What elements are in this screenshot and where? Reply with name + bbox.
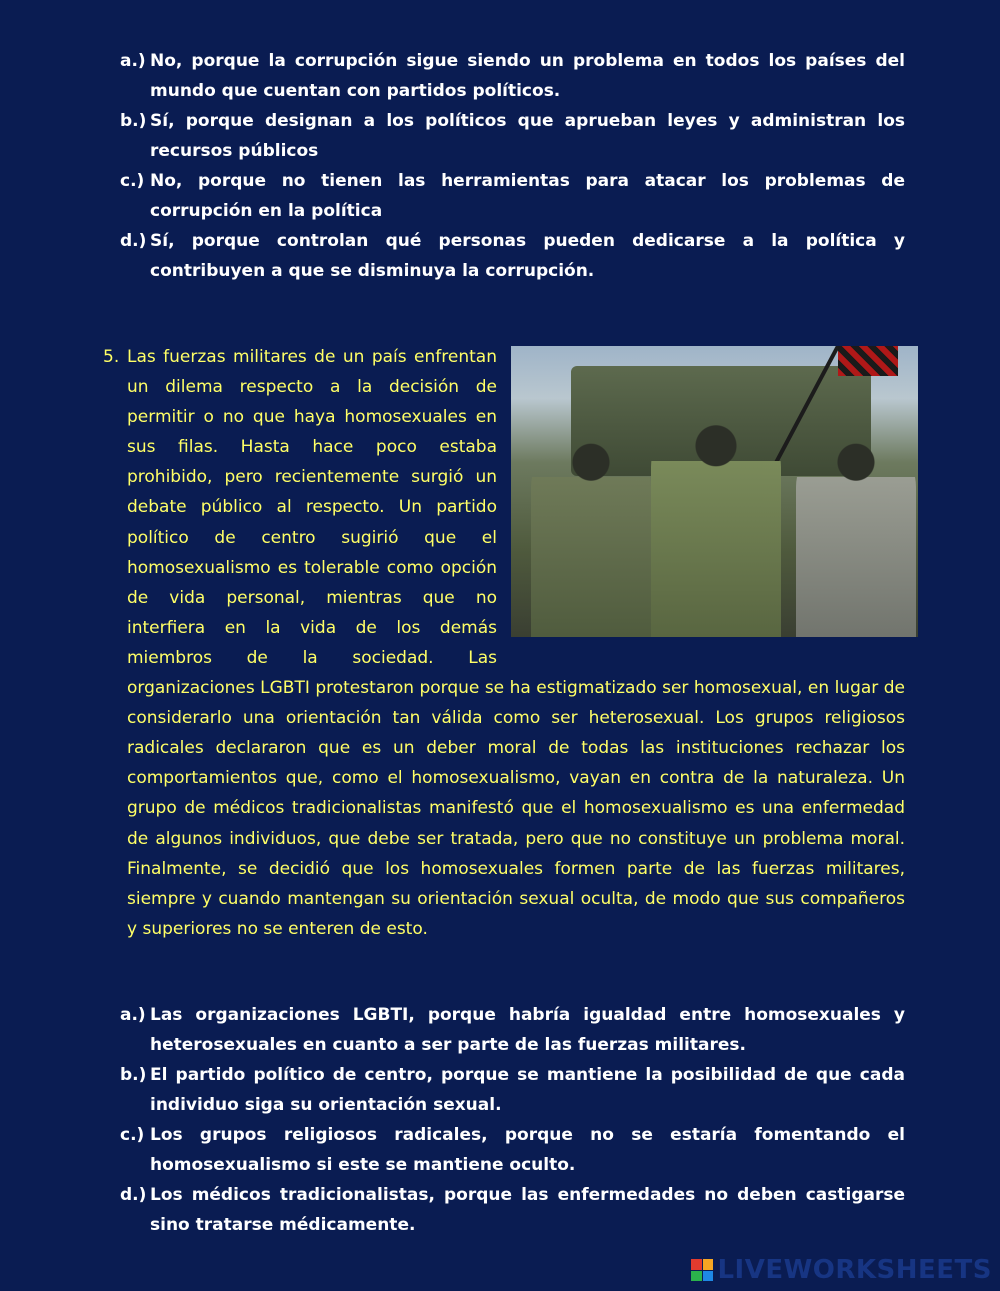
- option-text: Sí, porque controlan qué personas pueden dedicarse a la política y contribuyen a que se disminuya la corrupción.: [150, 231, 905, 281]
- logo-square: [691, 1259, 702, 1270]
- logo-square: [703, 1259, 714, 1270]
- military-parade-photo: [511, 346, 918, 637]
- option-a[interactable]: [120, 46, 905, 106]
- top-answer-options: [120, 46, 905, 286]
- option-text: El partido político de centro, porque se mantiene la posibilidad de que cada individuo siga su orientación sexual.: [150, 1065, 905, 1115]
- option-marker: a.): [120, 51, 146, 71]
- option-c[interactable]: [120, 166, 905, 226]
- option-b[interactable]: [120, 106, 905, 166]
- option-marker: c.): [120, 1125, 145, 1145]
- option-text: Las organizaciones LGBTI, porque habría igualdad entre homosexuales y heterosexuales en cuanto a ser parte de las fuerzas militares.: [150, 1005, 905, 1055]
- option-marker: a.): [120, 1005, 146, 1025]
- option-a[interactable]: [120, 1000, 905, 1060]
- question-text: Las fuerzas militares de un país enfrentan un dilema respecto a la decisión de permitir o no que haya homosexuales en sus filas. Hasta hace poco estaba prohibido, pero recientemente surgió un debate público al respecto. Un partido político de centro sugirió que el homosexualismo es tolerable como opción de vida personal, mientras que no interfiera en la vida de los demás miembros de la sociedad. Las organizaciones LGBTI protestaron porque se ha estigmatizado ser homosexual, en lugar de considerarlo una orientación tan válida como ser heterosexual. Los grupos religiosos radicales declararon que es un deber moral de todas las instituciones rechazar los comportamientos que, como el homosexualismo, vayan en contra de la naturaleza. Un grupo de médicos tradicionalistas manifestó que el homosexualismo es una enfermedad de algunos individuos, que debe ser tratada, pero que no constituye un problema moral. Finalmente, se decidió que los homosexuales formen parte de las fuerzas militares, siempre y cuando mantengan su orientación sexual oculta, de modo que sus compañeros y superiores no se enteren de esto.: [127, 347, 905, 939]
- bottom-answer-options: [120, 1000, 905, 1240]
- option-marker: c.): [120, 171, 145, 191]
- logo-square: [703, 1271, 714, 1282]
- option-text: Los médicos tradicionalistas, porque las enfermedades no deben castigarse sino tratarse médicamente.: [150, 1185, 905, 1235]
- option-marker: d.): [120, 1185, 147, 1205]
- flag-shape: [838, 346, 898, 376]
- question-5: [103, 342, 905, 944]
- option-text: Sí, porque designan a los políticos que aprueban leyes y administran los recursos públicos: [150, 111, 905, 161]
- option-text: No, porque la corrupción sigue siendo un problema en todos los países del mundo que cuentan con partidos políticos.: [150, 51, 905, 101]
- question-text-block: [127, 342, 905, 944]
- option-d[interactable]: [120, 226, 905, 286]
- option-text: No, porque no tienen las herramientas para atacar los problemas de corrupción en la política: [150, 171, 905, 221]
- option-marker: d.): [120, 231, 147, 251]
- soldier-figure: [651, 417, 781, 637]
- option-c[interactable]: [120, 1120, 905, 1180]
- option-b[interactable]: [120, 1060, 905, 1120]
- liveworksheets-brand[interactable]: [691, 1255, 992, 1285]
- option-marker: b.): [120, 111, 147, 131]
- liveworksheets-logo-icon: [691, 1259, 713, 1281]
- soldier-figure: [796, 437, 916, 637]
- option-text: Los grupos religiosos radicales, porque no se estaría fomentando el homosexualismo si este se mantiene oculto.: [150, 1125, 905, 1175]
- option-d[interactable]: [120, 1180, 905, 1240]
- option-marker: b.): [120, 1065, 147, 1085]
- logo-square: [691, 1271, 702, 1282]
- question-number: 5.: [103, 347, 120, 367]
- brand-wordmark: LIVEWORKSHEETS: [717, 1255, 992, 1285]
- soldier-figure: [531, 437, 651, 637]
